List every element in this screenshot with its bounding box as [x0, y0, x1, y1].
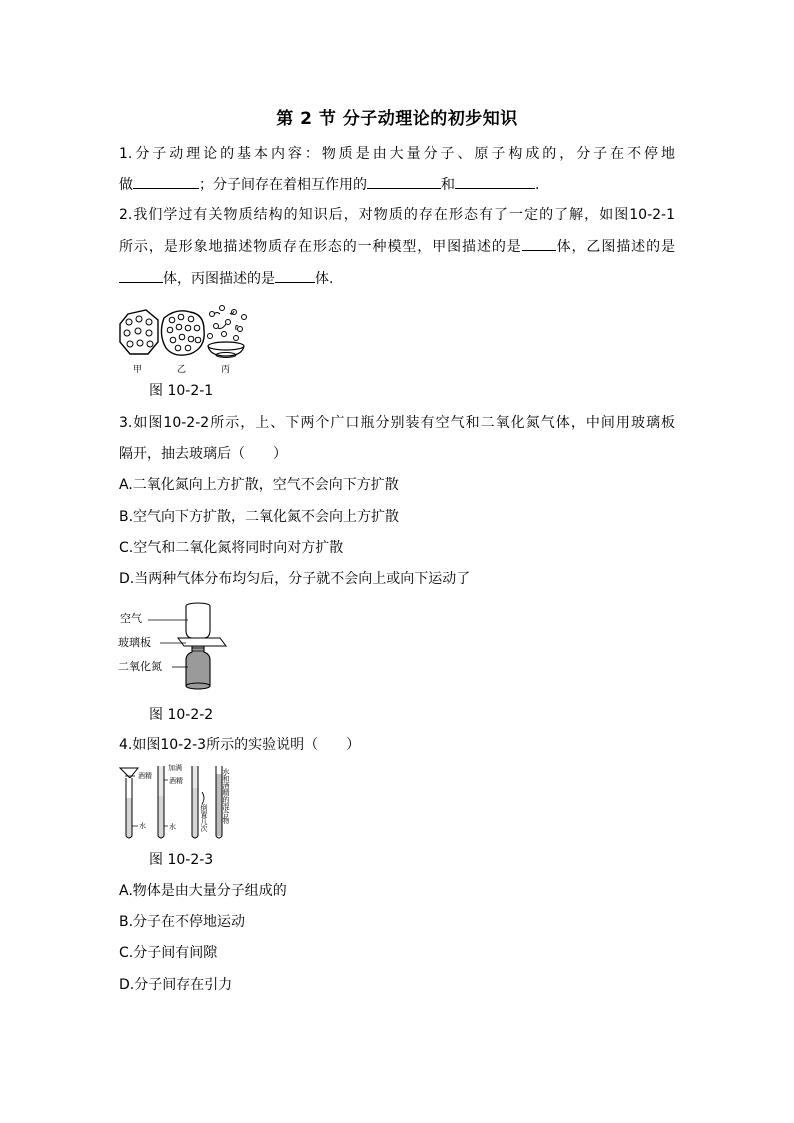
- label-yi: 乙: [177, 365, 187, 375]
- label-no2: 二氧化氮: [118, 660, 162, 673]
- q2-text-d: 体.: [315, 271, 334, 287]
- q2-blank-3[interactable]: [275, 268, 315, 283]
- q2-blank-2[interactable]: [119, 268, 163, 283]
- label-jia: 甲: [133, 365, 143, 375]
- q3-option-c[interactable]: C.空气和二氧化氮将同时向对方扩散: [119, 540, 344, 556]
- figure-10-2-3-caption: 图 10-2-3: [149, 852, 214, 868]
- q1-line2: [119, 174, 539, 195]
- q2-blank-1[interactable]: [522, 236, 556, 251]
- label-invert: 倒置几次: [200, 804, 208, 832]
- q2-text-c: 体，丙图描述的是: [163, 271, 275, 287]
- figure-10-2-1-caption: 图 10-2-1: [149, 383, 214, 399]
- q3-option-b[interactable]: B.空气向下方扩散，二氧化氮不会向上方扩散: [119, 509, 400, 525]
- water-alcohol-figure: [116, 762, 240, 846]
- solid-model: [120, 310, 158, 354]
- diffusion-jars-figure: [116, 598, 236, 694]
- q2-line3: [119, 268, 333, 289]
- q1-blank-1[interactable]: [133, 174, 199, 189]
- label-alcohol-2: 酒精: [169, 777, 183, 785]
- q1-text-c: 和: [441, 177, 455, 193]
- q2-line2: [119, 236, 675, 257]
- q4-option-a[interactable]: A.物体是由大量分子组成的: [119, 883, 287, 899]
- label-water-2: 水: [169, 823, 176, 831]
- q3-option-a[interactable]: A.二氧化氮向上方扩散，空气不会向下方扩散: [119, 477, 399, 493]
- label-add: 加满: [168, 764, 182, 772]
- q4-option-d[interactable]: D.分子间存在引力: [119, 977, 233, 993]
- label-water-1: 水: [139, 822, 146, 830]
- liquid-model: [161, 311, 204, 355]
- label-air: 空气: [120, 612, 142, 625]
- q2-text-b: 体，乙图描述的是: [555, 239, 676, 255]
- q2-text-a: 所示，是形象地描述物质存在形态的一种模型，甲图描述的是: [119, 239, 522, 255]
- label-alcohol-1: 酒精: [138, 772, 152, 780]
- q1-text-d: .: [535, 177, 540, 193]
- label-glass-plate: 玻璃板: [118, 636, 151, 649]
- gas-model: [208, 306, 247, 358]
- q2-line1: 2.我们学过有关物质结构的知识后，对物质的存在形态有了一定的了解，如图10-2-1: [119, 207, 675, 223]
- q1-blank-3[interactable]: [455, 174, 535, 189]
- q4-stem: 4.如图10-2-3所示的实验说明（ ）: [119, 737, 361, 753]
- q1-blank-2[interactable]: [367, 174, 441, 189]
- q3-option-d[interactable]: D.当两种气体分布均匀后，分子就不会向上或向下运动了: [119, 571, 471, 587]
- q4-option-b[interactable]: B.分子在不停地运动: [119, 914, 246, 930]
- q1-text-b: ；分子间存在着相互作用的: [199, 177, 367, 193]
- states-of-matter-figure: [118, 304, 250, 376]
- figure-10-2-2-caption: 图 10-2-2: [149, 707, 214, 723]
- q3-line2: 隔开，抽去玻璃后（ ）: [119, 446, 287, 462]
- q4-option-c[interactable]: C.分子间有间隙: [119, 945, 218, 961]
- q1-line1: 1.分子动理论的基本内容：物质是由大量分子、原子构成的，分子在不停地: [119, 146, 675, 162]
- q3-line1: 3.如图10-2-2所示，上、下两个广口瓶分别装有空气和二氧化氮气体，中间用玻璃板: [119, 415, 675, 431]
- q1-text-a: 做: [119, 177, 133, 193]
- label-bing: 丙: [221, 365, 231, 375]
- page-title: 第 2 节 分子动理论的初步知识: [276, 109, 518, 129]
- label-mixture: 水和酒精的混合物: [222, 768, 230, 824]
